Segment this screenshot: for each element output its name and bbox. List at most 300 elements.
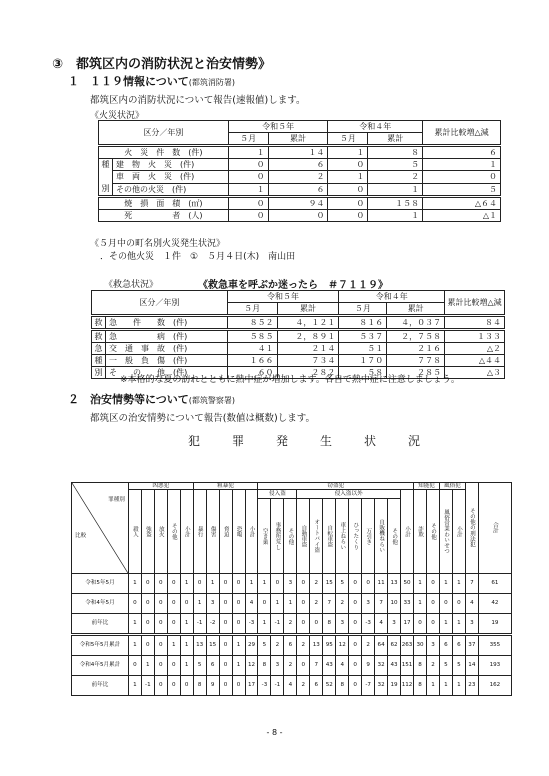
col-vending-machine: 自販機ねらい (375, 499, 388, 574)
crime-cell: 0 (141, 574, 154, 594)
crime-cell: 8 (258, 656, 271, 676)
fire-row-label: 車 両 火 災 (件) (112, 171, 228, 183)
fire-note-title: 《５月中の町名別火災発生状況》 (90, 239, 226, 249)
amb-cell: △３ (445, 367, 505, 379)
crime-cell: 1 (258, 614, 271, 635)
crime-cell: 0 (362, 574, 375, 594)
group-other: その他の刑法犯 (465, 483, 478, 574)
crime-cell: 1 (414, 574, 427, 594)
fire-col-r4-month: ５月 (328, 133, 368, 146)
fire-row (99, 210, 501, 222)
amb-col-r5-cum: 累計 (277, 303, 339, 316)
crime-cell: 2 (310, 594, 323, 614)
crime-cell: 1 (439, 614, 452, 635)
amb-cell: ５１ (339, 343, 387, 355)
fire-note-detail: ．その他火災 １件 ① ５月４日(木) 南山田 (100, 252, 296, 262)
crime-cell: 0 (219, 594, 232, 614)
amb-cell: △２ (445, 343, 505, 355)
col-moral-subtotal: 小計 (452, 490, 465, 574)
crime-cell: 0 (427, 614, 440, 635)
fire-col-category: 区分／年別 (99, 121, 229, 146)
crime-cell: 0 (167, 574, 180, 594)
crime-cell: 17 (245, 676, 258, 696)
amb-col-r5: 令和５年 (227, 291, 339, 303)
amb-row-label: 交 通 事 故 (件) (105, 343, 227, 355)
crime-corner (72, 483, 129, 574)
amb-col-ratio: 累計比較増△減 (445, 291, 505, 316)
amb-group: 救 (92, 316, 106, 330)
amb-cell: ４１ (227, 343, 277, 355)
crime-cell: 162 (478, 676, 511, 696)
col-motorcycle-theft: オートバイ盗 (310, 499, 323, 574)
crime-cell: 2 (284, 614, 297, 635)
crime-table-body (72, 574, 512, 696)
crime-cell: -1 (271, 614, 284, 635)
amb-cell: ４，１２１ (277, 316, 339, 330)
crime-cell: 37 (465, 635, 478, 656)
page-heading: ③ 都筑区内の消防状況と治安情勢》 (52, 57, 272, 72)
fire-col-r5: 令和５年 (228, 121, 328, 133)
crime-row-label: 令和4年5月累計 (72, 656, 129, 676)
fire-cell: ０ (328, 197, 368, 210)
amb-cell: △４４ (445, 355, 505, 367)
fire-cell: １ (328, 146, 368, 159)
crime-cell: 33 (401, 594, 414, 614)
fire-row-label: 焼 損 面 積 (㎡) (99, 197, 229, 210)
col-violent-subtotal: 小計 (180, 490, 193, 574)
fire-cell: ０ (328, 210, 368, 222)
crime-cell: 1 (439, 676, 452, 696)
corner-bottom-label: 比較 (75, 532, 87, 539)
fire-cell: １ (423, 159, 501, 171)
crime-cell: 42 (478, 594, 511, 614)
crime-cell: 8 (414, 656, 427, 676)
crime-cell: 8 (336, 676, 349, 696)
crime-row (72, 614, 512, 635)
crime-cell: 1 (232, 635, 245, 656)
crime-cell: 0 (128, 656, 141, 676)
col-theft-subtotal: 小計 (401, 490, 414, 574)
amb-col-category: 区分／年別 (92, 291, 228, 316)
group-burglary: 侵入盗 (258, 490, 297, 499)
crime-cell: 3 (206, 594, 219, 614)
corner-top-label: 罪種別 (108, 497, 125, 503)
crime-cell: 30 (414, 635, 427, 656)
crime-cell: 5 (193, 656, 206, 676)
crime-cell: 95 (323, 635, 336, 656)
crime-cell: 10 (388, 594, 401, 614)
crime-cell: -3 (362, 614, 375, 635)
crime-cell: 0 (141, 635, 154, 656)
section2-title (68, 391, 235, 407)
crime-cell: 7 (465, 574, 478, 594)
fire-cell: △１ (423, 210, 501, 222)
fire-cell: ０ (268, 210, 328, 222)
crime-cell: 1 (180, 635, 193, 656)
crime-cell: 8 (323, 614, 336, 635)
crime-cell: 19 (388, 676, 401, 696)
crime-cell: 17 (401, 614, 414, 635)
crime-cell: 1 (180, 656, 193, 676)
crime-cell: 0 (232, 676, 245, 696)
fire-col-ratio: 累計比較増△減 (423, 121, 501, 146)
amb-cell: ５８５ (227, 330, 277, 343)
crime-row-label: 令和5年5月累計 (72, 635, 129, 656)
crime-cell: 5 (258, 635, 271, 656)
group-violent: 凶悪犯 (128, 483, 193, 490)
fire-cell: １ (228, 183, 268, 196)
amb-cell: ２１４ (277, 343, 339, 355)
crime-cell: 2 (297, 676, 310, 696)
crime-cell: 2 (271, 635, 284, 656)
fire-col-r5-month: ５月 (228, 133, 268, 146)
crime-cell: 0 (439, 594, 452, 614)
crime-cell: 0 (167, 614, 180, 635)
fire-cell: ０ (328, 159, 368, 171)
amb-group: 別 (92, 367, 106, 379)
fire-caption: 《火災状況》 (90, 111, 145, 121)
crime-cell: 3 (427, 635, 440, 656)
col-vacant-house: 空き巣 (258, 499, 271, 574)
crime-cell: 1 (452, 676, 465, 696)
crime-cell: 1 (128, 574, 141, 594)
fire-cell: １４ (268, 146, 328, 159)
crime-cell: 0 (154, 594, 167, 614)
fire-cell: ６ (268, 183, 328, 196)
crime-cell: 7 (310, 656, 323, 676)
crime-row-label: 前年比 (72, 676, 129, 696)
crime-cell: 43 (388, 656, 401, 676)
crime-cell: -2 (206, 614, 219, 635)
crime-cell: 9 (362, 656, 375, 676)
crime-cell: 0 (349, 594, 362, 614)
amb-group: 救 (92, 330, 106, 343)
amb-cell: ８１６ (339, 316, 387, 330)
col-robbery: 強盗 (141, 490, 154, 574)
crime-cell: 0 (349, 676, 362, 696)
col-intimidation: 脅迫 (219, 490, 232, 574)
crime-cell: 1 (128, 676, 141, 696)
fire-cell: ２ (368, 171, 423, 183)
amb-row (92, 330, 505, 343)
group-intellectual: 知能犯 (414, 483, 440, 490)
col-burglary-other: その他 (284, 499, 297, 574)
crime-cell: 0 (427, 574, 440, 594)
crime-cell: 1 (206, 574, 219, 594)
amb-cell: ２８５ (387, 367, 445, 379)
crime-cell: 0 (180, 594, 193, 614)
amb-cell: ２，７５８ (387, 330, 445, 343)
crime-row (72, 676, 512, 696)
col-snatching: ひったくり (349, 499, 362, 574)
crime-row (72, 574, 512, 594)
crime-cell: 1 (180, 614, 193, 635)
fire-cell: １ (328, 171, 368, 183)
section2-source: (都筑警察署) (188, 396, 236, 405)
crime-cell: 9 (206, 676, 219, 696)
amb-cell: ８５２ (227, 316, 277, 330)
crime-cell: 50 (401, 574, 414, 594)
fire-col-r4-cum: 累計 (368, 133, 423, 146)
crime-cell: 355 (478, 635, 511, 656)
crime-cell: 0 (452, 594, 465, 614)
crime-cell: 3 (388, 614, 401, 635)
crime-cell: 1 (128, 614, 141, 635)
crime-cell: 2 (284, 656, 297, 676)
crime-cell: 32 (375, 676, 388, 696)
fire-cell: ５ (368, 159, 423, 171)
crime-cell: 1 (245, 574, 258, 594)
col-assault: 暴行 (193, 490, 206, 574)
col-indecency: 風俗営業わいせつ (439, 490, 452, 574)
crime-cell: 112 (401, 676, 414, 696)
fire-cell: ０ (423, 171, 501, 183)
crime-cell: 0 (349, 656, 362, 676)
fire-row-label: 建 物 火 災 (件) (112, 159, 228, 171)
crime-cell: 0 (180, 676, 193, 696)
group-rough: 粗暴犯 (193, 483, 258, 490)
crime-cell: 19 (478, 614, 511, 635)
crime-cell: 8 (414, 676, 427, 696)
fire-cell: ０ (228, 197, 268, 210)
crime-cell: 0 (427, 594, 440, 614)
crime-cell: 0 (193, 574, 206, 594)
crime-cell: 2 (310, 574, 323, 594)
amb-cell: １６６ (227, 355, 277, 367)
amb-cell: ７３４ (277, 355, 339, 367)
col-arson: 放火 (154, 490, 167, 574)
crime-cell: 13 (388, 574, 401, 594)
col-bicycle-theft: 自転車盗 (323, 499, 336, 574)
amb-row-label: 急 件 数 (件) (105, 316, 227, 330)
crime-cell: 1 (193, 594, 206, 614)
fire-cell: １ (368, 210, 423, 222)
crime-cell: 0 (271, 574, 284, 594)
amb-group: 急 (92, 343, 106, 355)
crime-cell: 1 (271, 594, 284, 614)
amb-cell: ７７８ (387, 355, 445, 367)
crime-cell: -1 (271, 676, 284, 696)
ambulance-status-table (91, 290, 505, 379)
crime-cell: 0 (232, 594, 245, 614)
col-extortion: 恐喝 (232, 490, 245, 574)
crime-cell: 0 (219, 656, 232, 676)
crime-cell: 15 (323, 574, 336, 594)
crime-cell: 6 (206, 656, 219, 676)
amb-col-r4-month: ５月 (339, 303, 387, 316)
crime-row-label: 令和5年5月 (72, 574, 129, 594)
crime-cell: 29 (245, 635, 258, 656)
ambulance-slogan: 《救急車を呼ぶか迷ったら ＃７１１９》 (198, 280, 388, 291)
crime-row (72, 635, 512, 656)
crime-cell: 1 (180, 574, 193, 594)
crime-row-label: 令和4年5月 (72, 594, 129, 614)
fire-row-label: 火 災 件 数 (件) (99, 146, 229, 159)
fire-row-label: 死 者 (人) (99, 210, 229, 222)
amb-col-r4-cum: 累計 (387, 303, 445, 316)
crime-cell: 1 (232, 656, 245, 676)
crime-cell: 13 (193, 635, 206, 656)
crime-cell: 4 (284, 676, 297, 696)
section1-intro: 都筑区内の消防状況について報告(速報値)します。 (90, 95, 306, 106)
crime-cell: 0 (297, 594, 310, 614)
col-car-breakin: 車上ねらい (336, 499, 349, 574)
crime-cell: 1 (452, 574, 465, 594)
amb-cell: ８４ (445, 316, 505, 330)
crime-cell: 61 (478, 574, 511, 594)
crime-cell: 4 (465, 594, 478, 614)
col-non-burglary-other: その他 (388, 499, 401, 574)
crime-cell: 0 (154, 574, 167, 594)
crime-cell: 0 (128, 594, 141, 614)
fire-cell: １ (368, 183, 423, 196)
crime-cell: 0 (258, 594, 271, 614)
fire-cell: △６４ (423, 197, 501, 210)
crime-cell: 1 (427, 676, 440, 696)
amb-cell: １７０ (339, 355, 387, 367)
crime-cell: 0 (154, 676, 167, 696)
section2-title-text: ２ 治安情勢等について (68, 393, 189, 406)
crime-cell: 6 (439, 635, 452, 656)
fire-cell: ０ (228, 171, 268, 183)
crime-cell: 0 (414, 614, 427, 635)
crime-cell: 0 (349, 635, 362, 656)
crime-cell: 7 (375, 594, 388, 614)
amb-row-label: 急 病 (件) (105, 330, 227, 343)
crime-cell: 6 (284, 635, 297, 656)
crime-cell: 6 (452, 635, 465, 656)
amb-row-label: そ の 他 (件) (105, 367, 227, 379)
crime-cell: 0 (219, 635, 232, 656)
fire-row (99, 159, 501, 171)
crime-cell: 1 (439, 574, 452, 594)
crime-row (72, 656, 512, 676)
group-total: 合計 (478, 483, 511, 574)
group-non-burglary: 侵入盗以外 (297, 490, 401, 499)
crime-cell: 3 (271, 656, 284, 676)
amb-cell: ２，８９１ (277, 330, 339, 343)
crime-table-title: 犯罪発生状況 (188, 434, 453, 448)
crime-cell: 263 (401, 635, 414, 656)
group-theft: 窃盗犯 (258, 483, 414, 490)
crime-cell: 0 (167, 676, 180, 696)
crime-cell: 4 (375, 614, 388, 635)
amb-cell: ６０ (227, 367, 277, 379)
crime-cell: 1 (128, 635, 141, 656)
amb-cell: ２１６ (387, 343, 445, 355)
fire-cell: ０ (228, 159, 268, 171)
crime-cell: -1 (193, 614, 206, 635)
amb-cell: ４，０３７ (387, 316, 445, 330)
fire-group-2: 別 (101, 184, 110, 193)
amb-row (92, 355, 505, 367)
amb-col-r5-month: ５月 (227, 303, 277, 316)
crime-cell: 0 (232, 614, 245, 635)
crime-cell: 12 (245, 656, 258, 676)
crime-cell: 0 (297, 574, 310, 594)
ambulance-note: ※本格的な夏の訪れとともに熱中症が増加します。各自で熱中症に注意しましょう。 (120, 375, 460, 385)
fire-group-1: 種 (101, 160, 110, 169)
crime-cell: 3 (284, 574, 297, 594)
crime-cell: 7 (323, 594, 336, 614)
amb-cell: ５３７ (339, 330, 387, 343)
section1-source: (都筑消防署) (188, 78, 236, 87)
crime-cell: 151 (401, 656, 414, 676)
crime-cell: 5 (452, 656, 465, 676)
crime-cell: 11 (375, 574, 388, 594)
crime-cell: 0 (349, 614, 362, 635)
crime-cell: 1 (414, 594, 427, 614)
section2-intro: 都筑区の治安情勢について報告(数値は概数)します。 (90, 413, 315, 424)
crime-cell: 43 (323, 656, 336, 676)
amb-cell: １３３ (445, 330, 505, 343)
amb-col-r4: 令和４年 (339, 291, 445, 303)
crime-cell: 1 (258, 574, 271, 594)
crime-cell: 1 (284, 594, 297, 614)
crime-cell: 32 (375, 656, 388, 676)
crime-cell: 14 (465, 656, 478, 676)
crime-cell: 13 (310, 635, 323, 656)
crime-cell: 0 (167, 594, 180, 614)
crime-cell: 0 (232, 574, 245, 594)
fire-cell: ０ (228, 210, 268, 222)
col-violent-other: その他 (167, 490, 180, 574)
section1-title (68, 73, 235, 89)
fire-cell: ９４ (268, 197, 328, 210)
group-moral: 風俗犯 (439, 483, 465, 490)
crime-cell: 0 (141, 594, 154, 614)
crime-cell: -3 (245, 614, 258, 635)
fire-cell: ２ (268, 171, 328, 183)
amb-cell: ５８ (339, 367, 387, 379)
crime-cell: 0 (154, 614, 167, 635)
crime-cell: 6 (310, 676, 323, 696)
col-shoplifting: 万引き (362, 499, 375, 574)
amb-cell: ２８２ (277, 367, 339, 379)
fire-row-label: その他の火災 (件) (112, 183, 228, 196)
crime-cell: 0 (167, 656, 180, 676)
col-rough-subtotal: 小計 (245, 490, 258, 574)
crime-cell: 0 (310, 614, 323, 635)
ambulance-caption: 《救急状況》 (104, 280, 159, 290)
fire-group-label (99, 159, 113, 197)
fire-row (99, 197, 501, 210)
col-injury: 傷害 (206, 490, 219, 574)
crime-row (72, 594, 512, 614)
crime-cell: 1 (167, 635, 180, 656)
crime-cell: 23 (465, 676, 478, 696)
crime-cell: 0 (154, 635, 167, 656)
crime-cell: 1 (452, 614, 465, 635)
crime-statistics-table (71, 482, 512, 696)
col-car-theft: 自動車盗 (297, 499, 310, 574)
crime-cell: 12 (336, 635, 349, 656)
fire-col-r5-cum: 累計 (268, 133, 328, 146)
col-intellectual-other: その他 (427, 490, 440, 574)
crime-cell: 62 (388, 635, 401, 656)
col-fraud: 詐欺 (414, 490, 427, 574)
crime-cell: 52 (323, 676, 336, 696)
crime-cell: 0 (219, 614, 232, 635)
fire-cell: １５８ (368, 197, 423, 210)
amb-row-label: 一 般 負 傷 (件) (105, 355, 227, 367)
crime-cell: 3 (336, 614, 349, 635)
amb-row (92, 343, 505, 355)
fire-row (99, 183, 501, 196)
crime-cell: -7 (362, 676, 375, 696)
fire-col-r4: 令和４年 (328, 121, 423, 133)
crime-cell: 3 (465, 614, 478, 635)
